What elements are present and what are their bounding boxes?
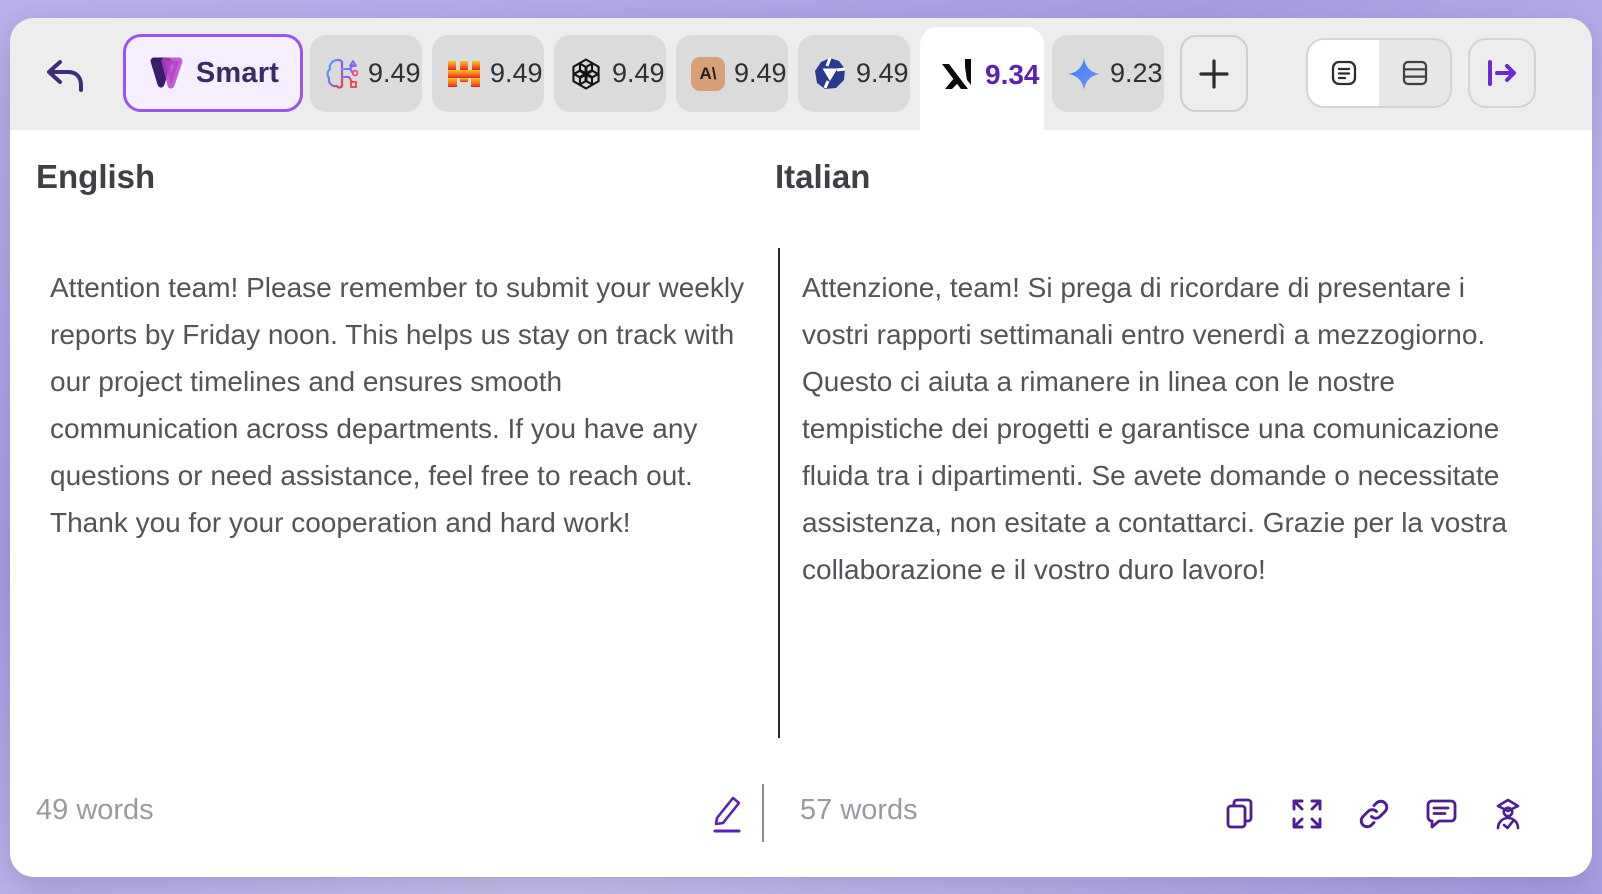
castle-icon bbox=[447, 59, 481, 89]
xai-icon bbox=[938, 55, 976, 93]
view-document-button[interactable] bbox=[1308, 40, 1379, 106]
graduate-person-icon bbox=[1491, 797, 1525, 831]
model-score: 9.49 bbox=[856, 58, 909, 88]
smart-logo-icon bbox=[147, 54, 185, 92]
model-score: 9.23 bbox=[1110, 58, 1163, 88]
edit-source-button[interactable] bbox=[706, 790, 748, 836]
toolbar bbox=[10, 18, 1592, 130]
pencil-icon bbox=[709, 792, 745, 834]
anthropic-icon: A\ bbox=[691, 57, 725, 91]
add-model-button[interactable] bbox=[1180, 35, 1248, 112]
tab-navy-model[interactable] bbox=[798, 35, 910, 112]
model-score: 9.34 bbox=[985, 59, 1040, 90]
comment-button[interactable] bbox=[1423, 796, 1459, 832]
model-score: 9.49 bbox=[368, 58, 421, 88]
column-divider bbox=[778, 248, 780, 738]
export-button[interactable] bbox=[1468, 38, 1536, 108]
model-score: 9.49 bbox=[734, 58, 787, 88]
tab-xai-model-active[interactable] bbox=[920, 27, 1044, 167]
tab-modernmt-model[interactable] bbox=[432, 35, 544, 112]
export-arrow-icon bbox=[1485, 58, 1519, 88]
source-word-count: 49 words bbox=[36, 794, 154, 826]
plus-icon bbox=[1197, 57, 1231, 91]
sparkle-icon bbox=[1067, 57, 1101, 91]
target-word-count: 57 words bbox=[800, 794, 918, 826]
comment-icon bbox=[1424, 797, 1458, 831]
tab-anthropic-model[interactable] bbox=[676, 35, 788, 112]
tab-openai-model[interactable] bbox=[554, 35, 666, 112]
footer-divider bbox=[762, 784, 764, 842]
smart-tab-label: Smart bbox=[195, 56, 280, 89]
tab-ai-brain-model[interactable] bbox=[310, 35, 422, 112]
model-score: 9.49 bbox=[490, 58, 543, 88]
link-icon bbox=[1357, 797, 1391, 831]
document-view-icon bbox=[1329, 58, 1359, 88]
expert-review-button[interactable] bbox=[1490, 796, 1526, 832]
source-text[interactable]: Attention team! Please remember to submit your weekly reports by Friday noon. This helps us stay on track with our project timelines and ensures smooth communication across departments. If you have any questions or need assistance, feel free to reach out. Thank you for your cooperation and hard work! bbox=[50, 272, 745, 538]
link-button[interactable] bbox=[1356, 796, 1392, 832]
target-actions bbox=[1222, 796, 1526, 832]
view-rows-button[interactable] bbox=[1379, 40, 1450, 106]
tab-smart[interactable] bbox=[123, 34, 303, 112]
undo-arrow-icon bbox=[44, 59, 84, 93]
fullscreen-button[interactable] bbox=[1289, 796, 1325, 832]
expand-icon bbox=[1290, 797, 1324, 831]
copy-icon bbox=[1223, 797, 1257, 831]
back-button[interactable] bbox=[40, 52, 88, 100]
translation-card bbox=[10, 18, 1592, 877]
source-language-heading: English bbox=[36, 158, 156, 195]
openai-icon bbox=[569, 57, 603, 91]
model-score: 9.49 bbox=[612, 58, 665, 88]
pinwheel-icon bbox=[813, 57, 847, 91]
brain-circuit-icon bbox=[325, 57, 359, 91]
target-language-heading: Italian bbox=[775, 158, 871, 195]
tab-gemini-model[interactable] bbox=[1052, 35, 1164, 112]
rows-view-icon bbox=[1400, 58, 1430, 88]
target-text[interactable]: Attenzione, team! Si prega di ricordare di presentare i vostri rapporti settimanali entro venerdì a mezzogiorno. Questo ci aiuta a rimanere in linea con le nostre tempistiche dei progetti e garantisce una comunicazione fluida tra i dipartimenti. Se avete domande o necessitate assistenza, non esitate a contattarci. Grazie per la vostra collaborazione e il vostro duro lavoro! bbox=[802, 272, 1508, 585]
view-toggle bbox=[1306, 38, 1452, 108]
copy-button[interactable] bbox=[1222, 796, 1258, 832]
